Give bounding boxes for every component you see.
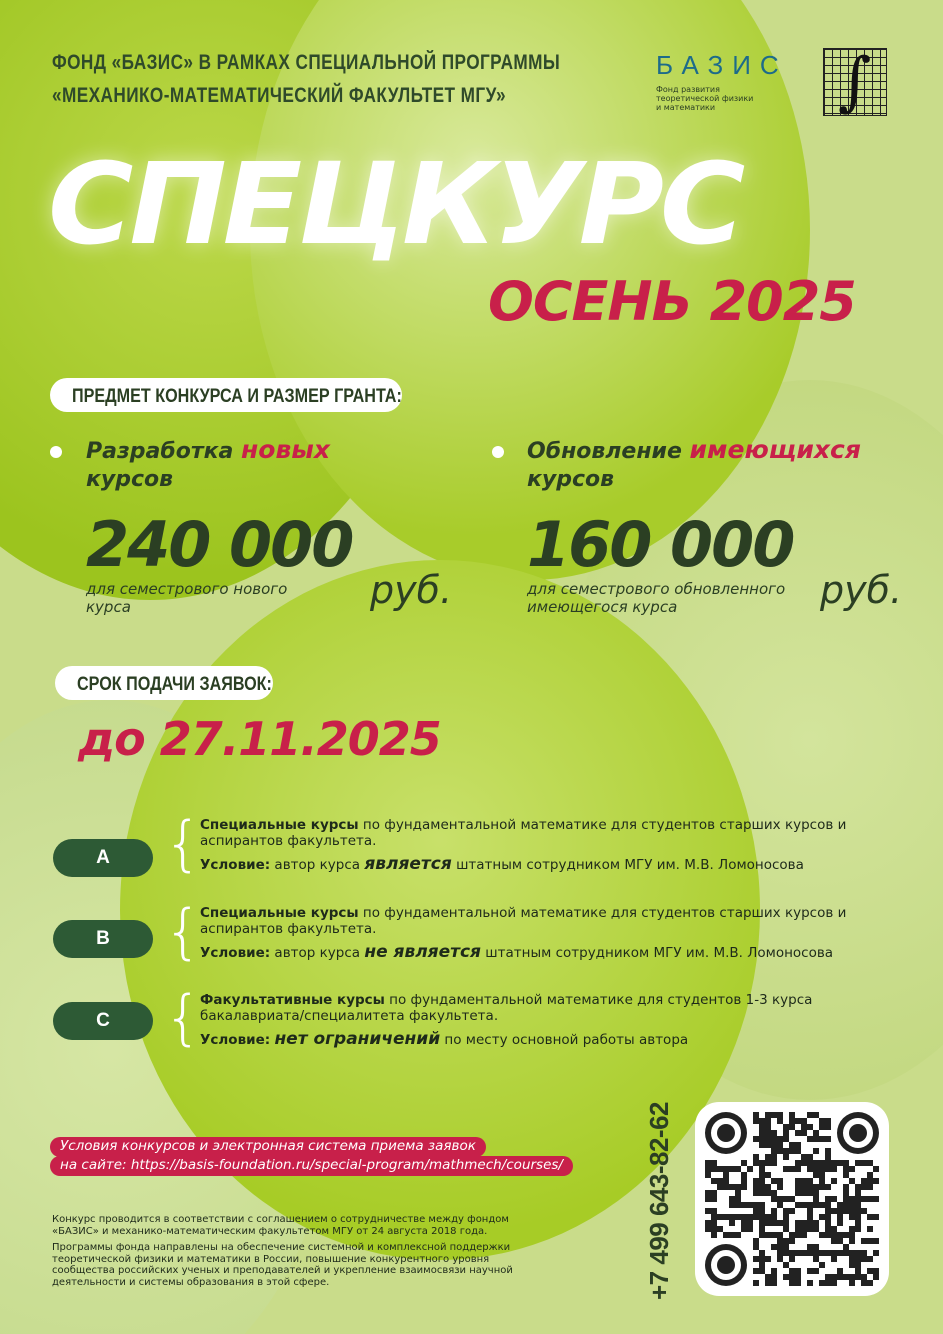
grant-amount-new: 240 000 bbox=[86, 508, 353, 581]
brace-icon: { bbox=[164, 983, 203, 1053]
desc-text: по фундаментальной математике для студентов старших курсов и аспирантов факультета. bbox=[200, 817, 847, 849]
cond-text: штатным сотрудником МГУ им. М.В. Ломоносова bbox=[480, 945, 834, 961]
deadline-date: до 27.11.2025 bbox=[78, 712, 441, 766]
cond-emphasis: является bbox=[364, 854, 452, 874]
header bbox=[52, 46, 560, 112]
desc-bold: Специальные курсы bbox=[200, 817, 359, 833]
brace-icon: { bbox=[164, 897, 203, 967]
cond-text: по месту основной работы автора bbox=[440, 1032, 689, 1048]
desc-bold: Специальные курсы bbox=[200, 905, 359, 921]
website-link[interactable]: на сайте: https://basis-foundation.ru/special-program/mathmech/courses/ bbox=[50, 1156, 573, 1176]
category-text: курсов bbox=[86, 467, 174, 492]
page-title: СПЕЦКУРС bbox=[48, 140, 742, 270]
category-description-a bbox=[200, 817, 860, 873]
category-text: курсов bbox=[527, 467, 615, 492]
grant-note: для семестрового нового курса bbox=[86, 580, 288, 616]
category-description-b bbox=[200, 905, 860, 961]
logo-subtitle-line: и математики bbox=[656, 103, 716, 112]
desc-text: по фундаментальной математике для студентов 1-3 курса бакалавриата/специалитета факультета. bbox=[200, 992, 813, 1024]
category-highlight: новых bbox=[241, 435, 331, 464]
deadline-label bbox=[55, 666, 273, 700]
cond-label: Условие: bbox=[200, 945, 271, 961]
cond-text: автор курса bbox=[270, 857, 365, 873]
bullet-icon bbox=[492, 446, 504, 458]
subject-label-text: ПРЕДМЕТ КОНКУРСА И РАЗМЕР ГРАНТА: bbox=[72, 386, 402, 407]
deadline-label-text: СРОК ПОДАЧИ ЗАЯВОК: bbox=[77, 674, 272, 695]
logo-subtitle bbox=[656, 85, 788, 112]
grant-category-update bbox=[527, 436, 861, 494]
logo-subtitle-line: Фонд развития bbox=[656, 85, 720, 94]
grant-category-new bbox=[86, 436, 330, 494]
cond-label: Условие: bbox=[200, 1032, 271, 1048]
phone-number: +7 499 643-82-62 bbox=[644, 1101, 674, 1300]
desc-bold: Факультативные курсы bbox=[200, 992, 385, 1008]
category-tag-a: A bbox=[53, 839, 153, 877]
brace-icon: { bbox=[164, 809, 203, 879]
currency: руб. bbox=[370, 568, 453, 612]
season-label: ОСЕНЬ 2025 bbox=[488, 270, 856, 333]
category-description-c bbox=[200, 992, 860, 1048]
category-tag-c: C bbox=[53, 1002, 153, 1040]
subject-label bbox=[50, 378, 402, 412]
cond-text: автор курса bbox=[270, 945, 365, 961]
category-text: Обновление bbox=[527, 439, 690, 464]
integral-emblem-icon: ∫ bbox=[823, 48, 887, 116]
grant-amount-update: 160 000 bbox=[527, 508, 794, 581]
category-tag-b: B bbox=[53, 920, 153, 958]
cond-emphasis: не является bbox=[364, 942, 481, 962]
desc-text: по фундаментальной математике для студентов старших курсов и аспирантов факультета. bbox=[200, 905, 847, 937]
category-text: Разработка bbox=[86, 439, 242, 464]
footer bbox=[52, 1214, 552, 1293]
footer-paragraph: Конкурс проводится в соответствии с соглашением о сотрудничестве между фондом «БАЗИС» и механико-математическим факультетом МГУ от 24 августа 2018 года. bbox=[52, 1214, 509, 1237]
website-line: Условия конкурсов и электронная система приема заявок bbox=[50, 1137, 486, 1157]
cond-label: Условие: bbox=[200, 857, 271, 873]
footer-paragraph: Программы фонда направлены на обеспечение системной и комплексной поддержки теоретической физики и математики в России, повышение конкурентного уровня сообщества российских ученых и преподавателей и укрепление взаимосвязи научной деятельности и системы образования в этой сфере. bbox=[52, 1242, 513, 1288]
logo-name: БАЗИС bbox=[656, 50, 788, 80]
cond-text: штатным сотрудником МГУ им. М.В. Ломоносова bbox=[451, 857, 804, 873]
logo-subtitle-line: теоретической физики bbox=[656, 94, 754, 103]
grant-note: для семестрового обновленного имеющегося курса bbox=[527, 580, 786, 616]
qr-code-icon bbox=[705, 1112, 879, 1286]
cond-emphasis: нет ограничений bbox=[274, 1029, 441, 1049]
bullet-icon bbox=[50, 446, 62, 458]
qr-code bbox=[695, 1102, 889, 1296]
header-line: «МЕХАНИКО-МАТЕМАТИЧЕСКИЙ ФАКУЛЬТЕТ МГУ» bbox=[52, 84, 507, 107]
basis-logo bbox=[656, 50, 788, 112]
category-highlight: имеющихся bbox=[689, 435, 861, 464]
currency: руб. bbox=[820, 568, 903, 612]
header-line: ФОНД «БАЗИС» В РАМКАХ СПЕЦИАЛЬНОЙ ПРОГРАММЫ bbox=[52, 51, 561, 74]
